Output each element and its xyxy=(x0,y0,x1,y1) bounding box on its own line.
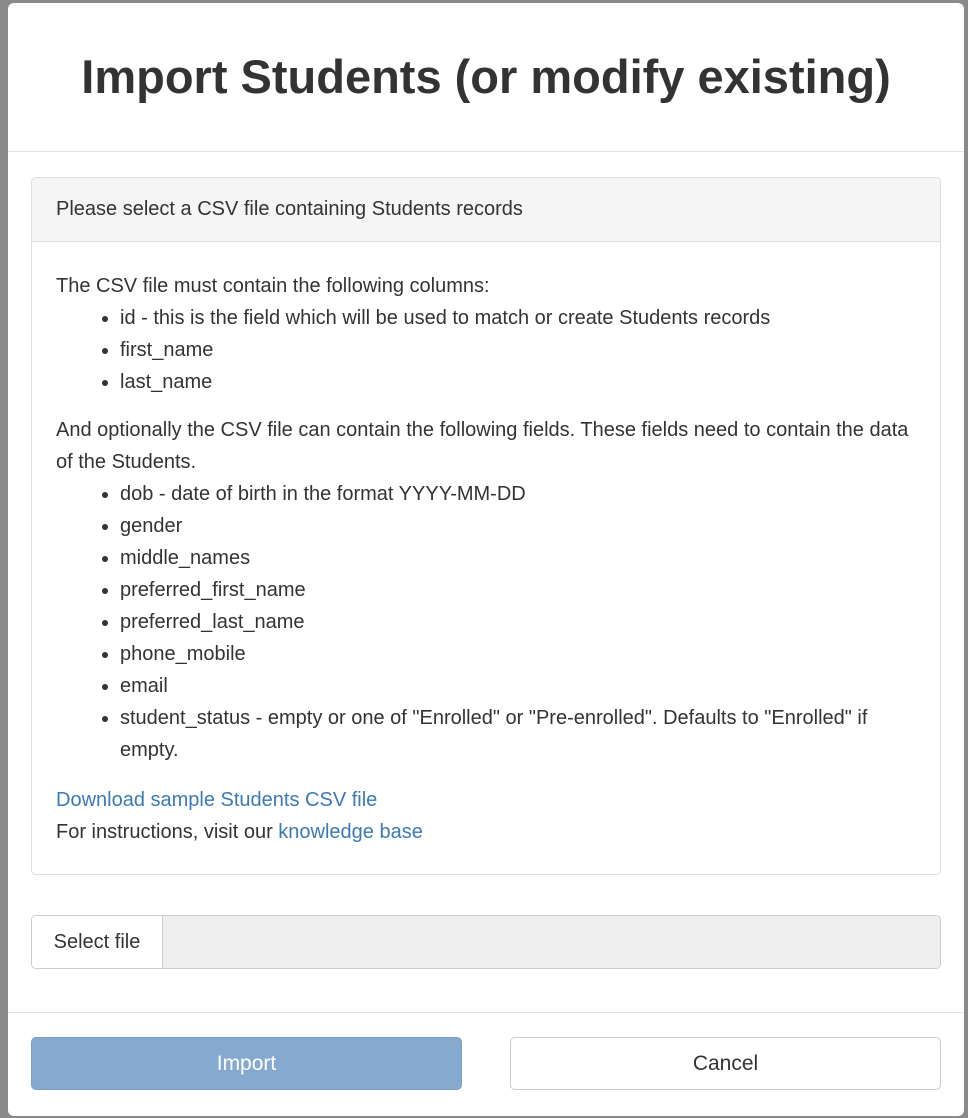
panel-body xyxy=(32,242,940,874)
optional-field-item: • gender xyxy=(120,510,916,542)
required-column-item: • first_name xyxy=(120,334,916,366)
instructions-line xyxy=(56,816,916,848)
required-column-item: • last_name xyxy=(120,366,916,398)
required-column-item: • id - this is the field which will be used to match or create Students records xyxy=(120,302,916,334)
required-columns-list xyxy=(56,302,916,398)
modal-body xyxy=(8,152,964,969)
optional-field-item: • preferred_first_name xyxy=(120,574,916,606)
required-columns-intro: The CSV file must contain the following columns: xyxy=(56,275,490,297)
import-button[interactable]: Import xyxy=(31,1037,462,1090)
optional-field-item: • preferred_last_name xyxy=(120,606,916,638)
optional-field-item: • student_status - empty or one of "Enrolled" or "Pre-enrolled". Defaults to "Enrolled" if empty. xyxy=(120,702,916,766)
import-students-modal xyxy=(8,3,964,1116)
instructions-panel xyxy=(31,177,941,875)
select-file-button[interactable]: Select file xyxy=(32,916,163,968)
modal-title: Import Students (or modify existing) xyxy=(81,49,891,103)
download-line xyxy=(56,784,916,816)
selected-file-field[interactable] xyxy=(163,916,940,968)
optional-field-item: • middle_names xyxy=(120,542,916,574)
download-sample-csv-link[interactable]: Download sample Students CSV file xyxy=(56,789,378,811)
modal-header xyxy=(8,3,964,152)
knowledge-base-link[interactable]: knowledge base xyxy=(278,821,423,843)
cancel-button[interactable]: Cancel xyxy=(510,1037,941,1090)
optional-fields-intro: And optionally the CSV file can contain the following fields. These fields need to contain the data of the Students. xyxy=(56,419,909,473)
modal-footer xyxy=(8,1012,964,1116)
instructions-text: For instructions, visit our xyxy=(56,821,279,843)
optional-fields-list xyxy=(56,478,916,766)
spacer xyxy=(56,766,916,784)
file-input-group xyxy=(31,915,941,969)
spacer xyxy=(56,398,916,414)
optional-field-item: • phone_mobile xyxy=(120,638,916,670)
panel-heading: Please select a CSV file containing Students records xyxy=(32,178,940,242)
optional-field-item: • dob - date of birth in the format YYYY-MM-DD xyxy=(120,478,916,510)
optional-field-item: • email xyxy=(120,670,916,702)
